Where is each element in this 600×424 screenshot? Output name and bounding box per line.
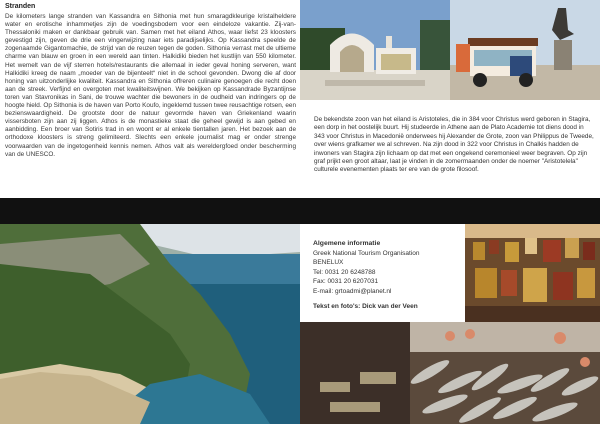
info-title: Algemene informatie: [313, 240, 381, 247]
fish-market-illustration: [300, 322, 600, 424]
stranden-article: [0, 0, 300, 198]
monument-illustration: [300, 0, 450, 100]
beach-photo: [0, 224, 300, 424]
icon-shop-illustration: [465, 224, 600, 322]
info-region: BENELUX: [313, 259, 344, 266]
info-organisation: Greek National Tourism Organisation: [313, 250, 420, 257]
separator-band: [0, 198, 600, 224]
info-credit: Tekst en foto's: Dick van der Veen: [313, 303, 418, 310]
info-phone: Tel: 0031 20 6248788: [313, 269, 376, 276]
fish-market-photo: [300, 322, 600, 424]
stranden-title: Stranden: [5, 3, 36, 10]
aristoteles-body: De bekendste zoon van het eiland is Aristoteles, die in 384 voor Christus werd geboren in Stagira, een dorp in het oostelijk buurt. Hij studeerde in Athene aan de Plato Academie tot diens dood in 343 voor Christus in Macedonië onderwees hij Alexander de Grote, zoon van Philippus de Tweede, over wiens grafkamer we al schreven. Na zijn dood in 322 voor Christus in Chalkis hadden de inwoners van Stagira zijn lichaam op dat met een ongekend ceremonieel weer begraven. Op zijn graf prijkt een groot altaar, laat je vinden in de zomermaanden onder de noemer "Aristotelela" culturele evenementen plaats ter ere van de grote filosoof.: [314, 116, 594, 174]
monument-photo: [300, 0, 450, 100]
aristoteles-article: [300, 100, 600, 198]
stranden-body: De kilometers lange stranden van Kassandra en Sithonia met hun smaragdkleurige kristalheldere water en erotische inhammetjes zijn de voedingsbodem voor een eindeloze vakantie. Zij-van-Thessaloniki maken er dankbaar gebruik van. Samen met het eiland Athos, waar liefst 23 kloosters gevestigd zijn, geven de drie een vingerwijzing naar iets paradijselijks. Op Kassandra speelde de zogenaamde Gigantomachie, de strijd van de reuzen tegen de goden. Sithonia verrast met de ultieme charme van blauw en groen in een wereld aan tinten. Halkidiki bieden het kustlijn van 550 kilometer. Het wemelt van de vijf sterren hotels/restaurants die allemaal in ieder geval honing serveren, want Halkidiki kreeg de naam „moeder van de bijenteelt“ niet in de school gevonden. Dwong die af door honing van uitzonderlijke kwaliteit. Kassandra en Sithonia offreren culinaire genoegen die recht doen aan de streek. Verfijnd en overgoten met kwaliteitswijnen. We bekijken op Kassandrade Byzantijnse toren van Stavronikas in Sani, de trouwe wachter die bewoners in de oudheid van indringers op de hoogte hield. Op Sithonia is de haven van Porto Koufo, ingeklemd tussen twee reusachtige rotsen, een bezienswaardigheid. De grootste door de natuur gevormde haven van Griekenland waarin vissersboten zijn aan zij liggen. Athos is de monastieke staat die geheel gewijd is aan gebed en aanbidding. Een broer van Sotiris trad in en woont er al enkele tientallen jaren. Het bezoek aan de orthodoxe kloosters is streng gelimiteerd. Slechts een enkele journalist mag er onder strenge voorwaarden van de ingetogenheid kennis nemen. Athos valt als wereldergfoed onder bescherming van de UNESCO.: [5, 13, 296, 158]
tourist-train-photo: [450, 0, 600, 100]
info-email: E-mail: grtoadmi@planet.nl: [313, 288, 392, 295]
icon-shop-photo: [465, 224, 600, 322]
tourist-train-illustration: [450, 0, 600, 100]
info-fax: Fax: 0031 20 6207031: [313, 278, 379, 285]
beach-illustration: [0, 224, 300, 424]
contact-info-panel: [300, 224, 465, 322]
